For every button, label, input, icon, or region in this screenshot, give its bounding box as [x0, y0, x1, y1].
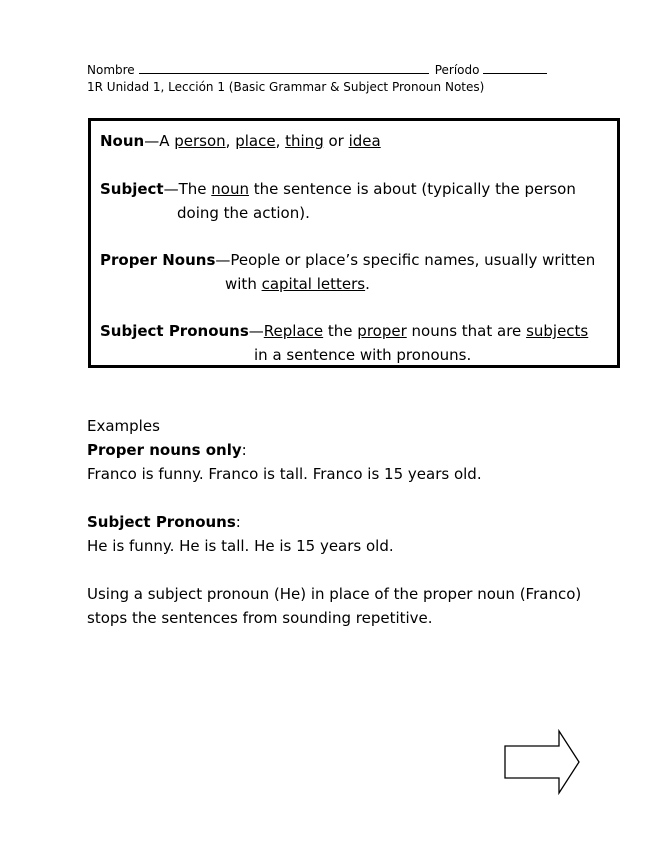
examples-section — [87, 414, 581, 630]
explanation-line-2: stops the sentences from sounding repetitive. — [87, 609, 433, 627]
subject-pronouns-label: Subject Pronouns: — [87, 513, 241, 531]
proper-nouns-continuation: with capital letters. — [225, 275, 370, 293]
name-label: Nombre — [87, 63, 135, 77]
proper-nouns-sentence: Franco is funny. Franco is tall. Franco is 15 years old. — [87, 465, 482, 483]
definitions-box — [88, 118, 620, 368]
subject-pronouns-definition: Subject Pronouns—Replace the proper nouns that are subjects in a sentence with pronouns. — [100, 319, 588, 343]
period-label: Período — [434, 63, 480, 77]
proper-nouns-definition: Proper Nouns—People or place’s specific names, usually written with capital letters. — [100, 248, 595, 272]
spacer — [87, 486, 581, 510]
period-blank — [483, 62, 547, 74]
explanation-line-1: Using a subject pronoun (He) in place of the proper noun (Franco) — [87, 585, 582, 603]
name-blank — [139, 62, 429, 74]
subject-pronouns-continuation: in a sentence with pronouns. — [254, 346, 472, 364]
worksheet-header — [87, 62, 547, 96]
examples-heading: Examples — [87, 417, 160, 435]
subject-pronouns-sentence: He is funny. He is tall. He is 15 years old. — [87, 537, 394, 555]
subject-continuation: doing the action). — [177, 204, 310, 222]
lesson-subtitle: 1R Unidad 1, Lección 1 (Basic Grammar & Subject Pronoun Notes) — [87, 80, 485, 94]
noun-definition: Noun—A person, place, thing or idea — [100, 132, 381, 150]
proper-nouns-label: Proper nouns only: — [87, 441, 247, 459]
spacer — [87, 558, 581, 582]
name-period-row — [87, 62, 547, 79]
right-arrow-icon[interactable] — [503, 729, 581, 795]
subject-definition: Subject—The noun the sentence is about (typically the person doing the action). — [100, 177, 576, 201]
